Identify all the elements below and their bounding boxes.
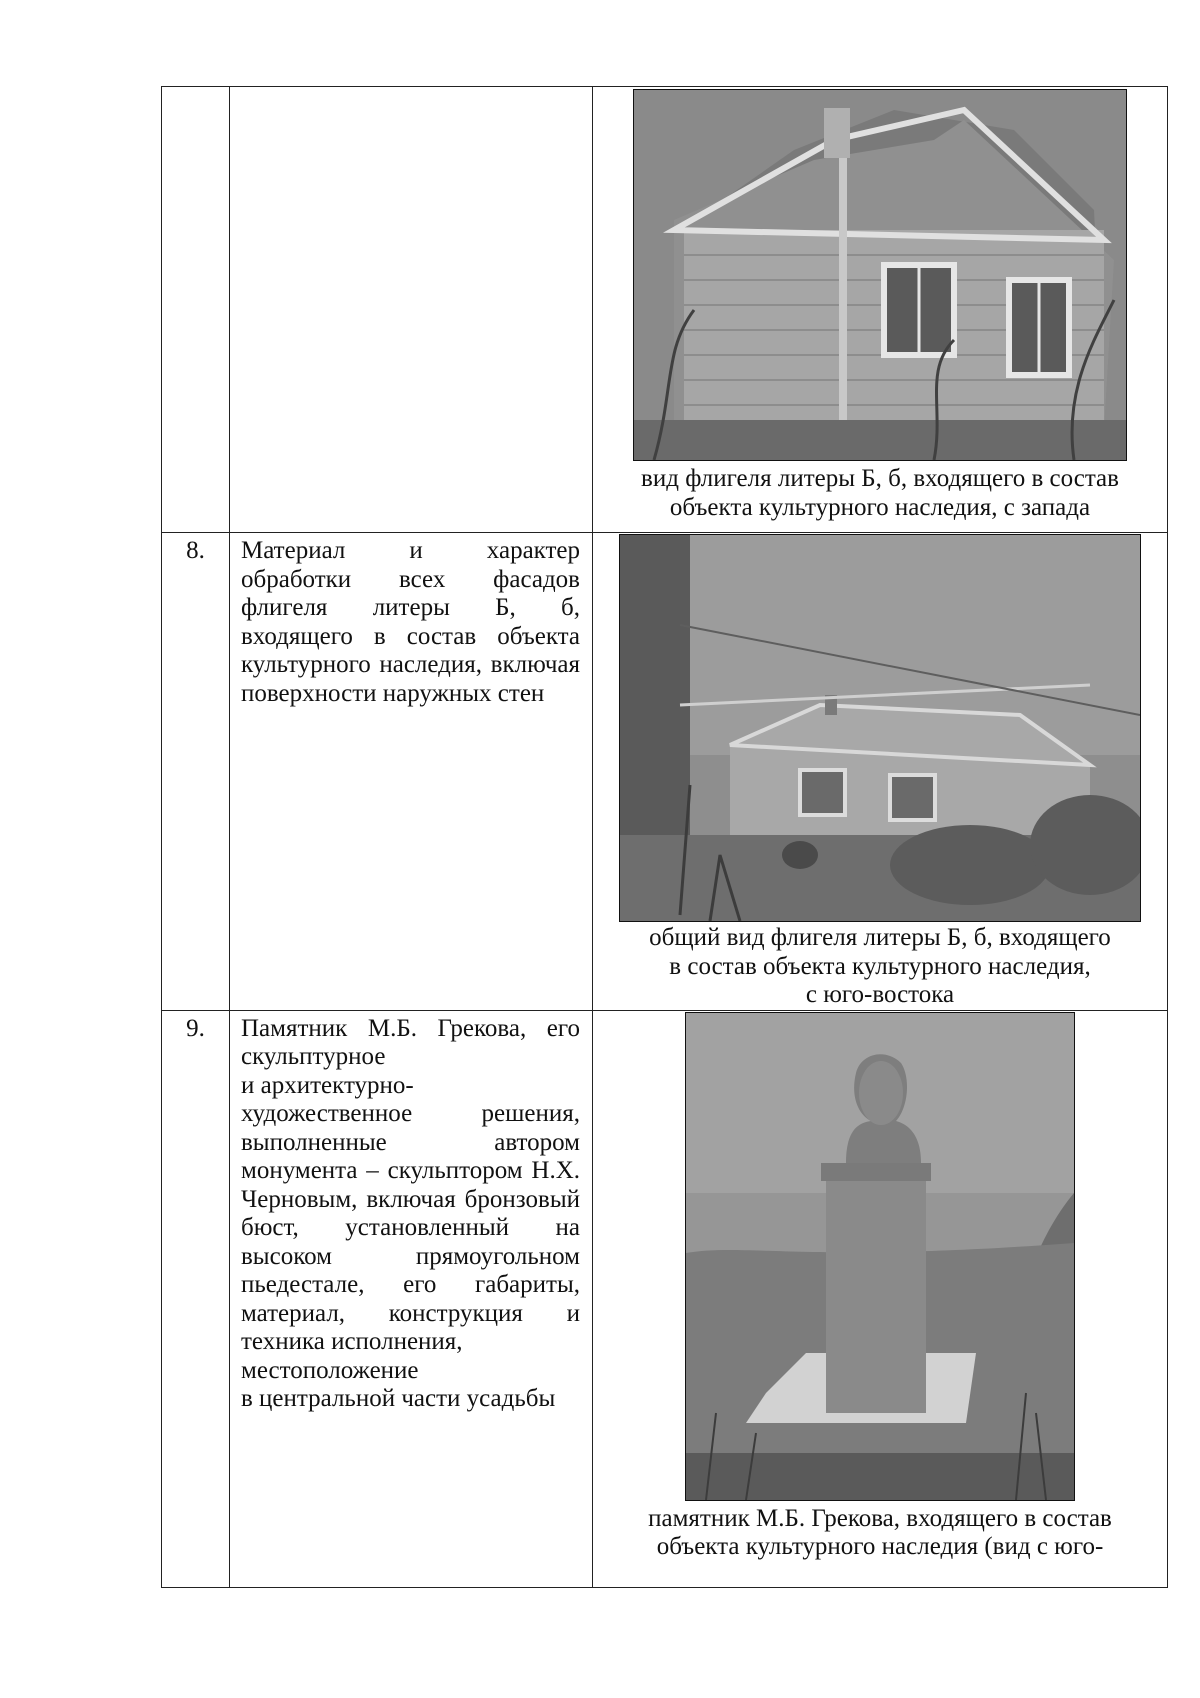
photo-cell	[593, 533, 1168, 1011]
photo-caption: памятник М.Б. Грекова, входящего в состав объекта культурного наследия (вид с юго-	[648, 1504, 1112, 1560]
photo-caption: вид флигеля литеры Б, б, входящего в состав объекта культурного наследия, с запада	[641, 465, 1119, 521]
row-number: 9.	[186, 1014, 205, 1042]
table-row	[162, 1010, 1168, 1587]
row-number-cell	[162, 1010, 230, 1587]
description-text: Материал и характер обработки всех фасадов флигеля литеры Б, б, входящего в состав объекта культурного наследия, включая поверхности наружных стен	[241, 537, 580, 707]
row-number-cell	[162, 87, 230, 533]
row-number-cell	[162, 533, 230, 1011]
row-number	[162, 87, 229, 91]
monument-bust-photo	[685, 1012, 1075, 1501]
courtyard-photo	[619, 534, 1141, 922]
heritage-table	[161, 86, 1168, 1588]
description-cell	[230, 87, 593, 533]
description-cell	[230, 533, 593, 1011]
house-photo	[633, 89, 1127, 461]
table-row	[162, 87, 1168, 533]
table-row	[162, 533, 1168, 1011]
description-text: Памятник М.Б. Грекова, его скульптурное и архитектурно- художественное решения, выполненные автором монумента – скульптором Н.Х. Черновым, включая бронзовый бюст, установленный на высоком прямоугольном пьедестале, его габариты, материал, конструкция и техника исполнения, местоположение в центральной части усадьбы	[241, 1014, 580, 1412]
photo-cell	[593, 1010, 1168, 1587]
row-number: 8.	[186, 537, 205, 564]
photo-caption: общий вид флигеля литеры Б, б, входящего в состав объекта культурного наследия, с юго-востока	[649, 924, 1111, 1008]
description-cell	[230, 1010, 593, 1587]
photo-cell	[593, 87, 1168, 533]
